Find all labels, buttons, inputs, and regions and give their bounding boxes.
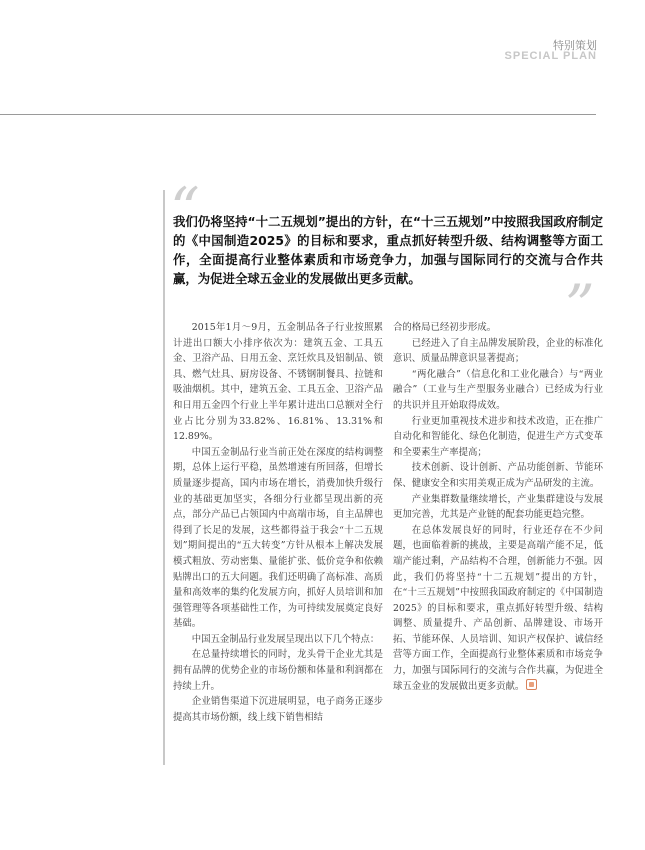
paragraph: 产业集群数量继续增长，产业集群建设与发展更加完善，尤其是产业链的配套功能更趋完整。 [393, 493, 603, 521]
pull-quote: 我们仍将坚持“十二五规划”提出的方针，在“十三五规划”中按照我国政府制定的《中国制造2025》的目标和要求，重点抓好转型升级、结构调整等方面工作，全面提高行业整体素质和市场竞争力，加强与国际同行的交流与合作共赢，为促进全球五金业的发展做出更多贡献。 [173, 214, 603, 286]
open-quote-icon: “ [170, 175, 200, 243]
paragraph: 企业销售渠道下沉进展明显，电子商务正逐步提高其市场份额，线上线下销售相结 [173, 696, 383, 723]
paragraph-continuation: 合的格局已经初步形成。 [393, 322, 497, 333]
paragraph: 中国五金制品行业当前正处在深度的结构调整期，总体上运行平稳，虽然增速有所回落，但增长质量逐步提高，国内市场在增长，消费加快升级行业的基础更加坚实，各细分行业都呈现出新的亮点，部分产品已占领国内中高端市场，自主品牌也得到了长足的发展，这些都得益于我会“十二五规划”期间提出的“五大转变”方针从根本上解决发展模式粗放、劳动密集、量能扩张、低价竞争和依赖贴牌出口的五大问题。我们还明确了高标准、高质量和高效率的集约化发展方向，抓好人员培训和加强管理等各项基础性工作，为可持续发展奠定良好基础。 [173, 446, 383, 630]
quote-vertical-rule [163, 190, 165, 765]
paragraph: 2015年1月～9月，五金制品各子行业按照累计进出口额大小排序依次为：建筑五金、工具五金、卫浴产品、日用五金、烹饪炊具及铝制品、锁具、燃气灶具、厨房设备、不锈钢制餐具、拉链和吸油烟机。其中，建筑五金、工具五金、卫浴产品和日用五金四个行业上半年累计进出口总额对全行业占比分别为33.82%、16.81%、13.31%和12.89%。 [173, 322, 383, 443]
paragraph-final [393, 523, 603, 695]
final-paragraph-text: 在总体发展良好的同时，行业还存在不少问题，也面临着新的挑战，主要是高端产能不足，低端产能过剩，产品结构不合理，创新能力不强。因此，我们仍将坚持“十二五规划”提出的方针，在“十三五规划”中按照我国政府制定的《中国制造2025》的目标和要求，重点抓好转型升级、结构调整、质量提升、产品创新、品牌建设、市场开拓、节能环保、人员培训、知识产权保护、诚信经营等方面工作，全面提高行业整体素质和市场竞争力，加强与国际同行的交流与合作共赢，为促进全球五金业的发展做出更多贡献。 [393, 524, 603, 692]
close-quote-icon: ” [565, 272, 595, 340]
header-divider [0, 114, 596, 115]
paragraph: 中国五金制品行业发展呈现出以下几个特点： [191, 633, 380, 645]
section-label-english: SPECIAL PLAN [504, 50, 597, 62]
paragraph: 已经进入了自主品牌发展阶段，企业的标准化意识、质量品牌意识显著提高； [393, 337, 603, 365]
section-label: 特别策划 [553, 39, 597, 52]
paragraph: 技术创新、设计创新、产品功能创新、节能环保、健康安全和实用美观正成为产品研发的主流。 [393, 462, 603, 489]
paragraph: “两化融合”（信息化和工业化融合）与“两业融合”（工业与生产型服务业融合）已经成为行业的共识并且开始取得成效。 [393, 368, 603, 411]
end-of-article-icon [526, 679, 537, 690]
paragraph: 行业更加重视技术进步和技术改造，正在推广自动化和智能化、绿色化制造，促进生产方式变革和全要素生产率提高； [393, 415, 603, 458]
paragraph: 在总量持续增长的同时，龙头骨干企业尤其是拥有品牌的优势企业的市场份额和体量和利润都在持续上升。 [173, 649, 383, 692]
article-column-left [173, 320, 383, 725]
article-column-right [393, 320, 603, 694]
